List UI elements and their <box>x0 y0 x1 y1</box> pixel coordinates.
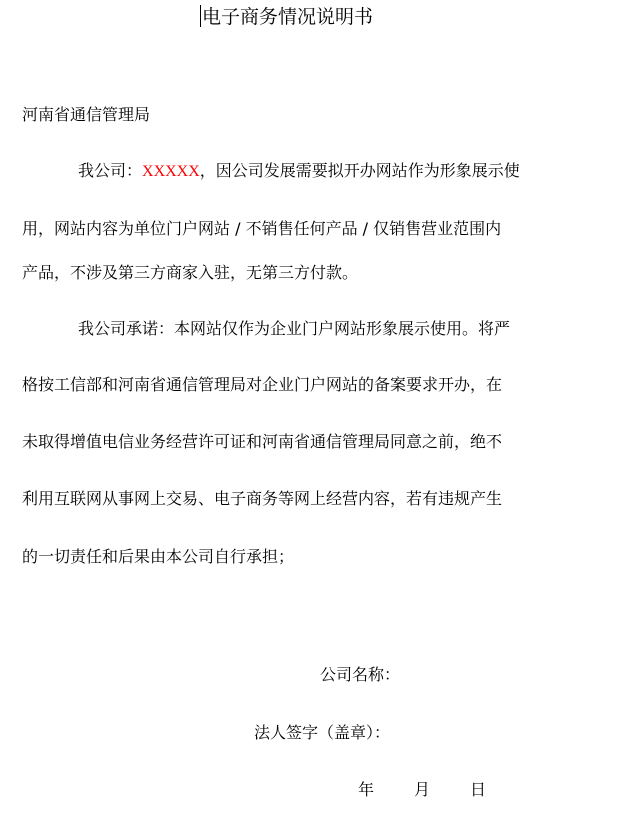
text-cursor <box>200 5 201 27</box>
para1-line1 <box>78 160 520 183</box>
para2-line5: 的一切责任和后果由本公司自行承担； <box>22 547 295 566</box>
para2-line2: 格按工信部和河南省通信管理局对企业门户网站的备案要求开办，在 <box>22 375 503 394</box>
date-year: 年 <box>358 780 375 799</box>
document-title <box>200 4 373 30</box>
date-month: 月 <box>414 780 431 799</box>
para1-line3: 产品，不涉及第三方商家入驻，无第三方付款。 <box>22 263 359 282</box>
company-placeholder: XXXXX <box>142 163 200 180</box>
para1-prefix: 我公司： <box>78 161 143 180</box>
para1-suffix: ，因公司发展需要拟开办网站作为形象展示使 <box>199 161 520 180</box>
title-text: 电子商务情况说明书 <box>202 6 374 28</box>
para1-line2: 用，网站内容为单位门户网站 / 不销售任何产品 / 仅销售营业范围内 <box>22 219 502 238</box>
company-name-label: 公司名称： <box>320 665 401 684</box>
date-day: 日 <box>470 780 487 799</box>
para2-line3: 未取得增值电信业务经营许可证和河南省通信管理局同意之前，绝不 <box>22 432 503 451</box>
para2-line1: 我公司承诺：本网站仅作为企业门户网站形象展示使用。将严 <box>78 319 511 338</box>
date-line <box>358 779 486 801</box>
para2-line4: 利用互联网从事网上交易、电子商务等网上经营内容，若有违规产生 <box>22 489 503 508</box>
addressee: 河南省通信管理局 <box>22 105 151 124</box>
legal-rep-signature-label: 法人签字（盖章）： <box>254 723 391 742</box>
